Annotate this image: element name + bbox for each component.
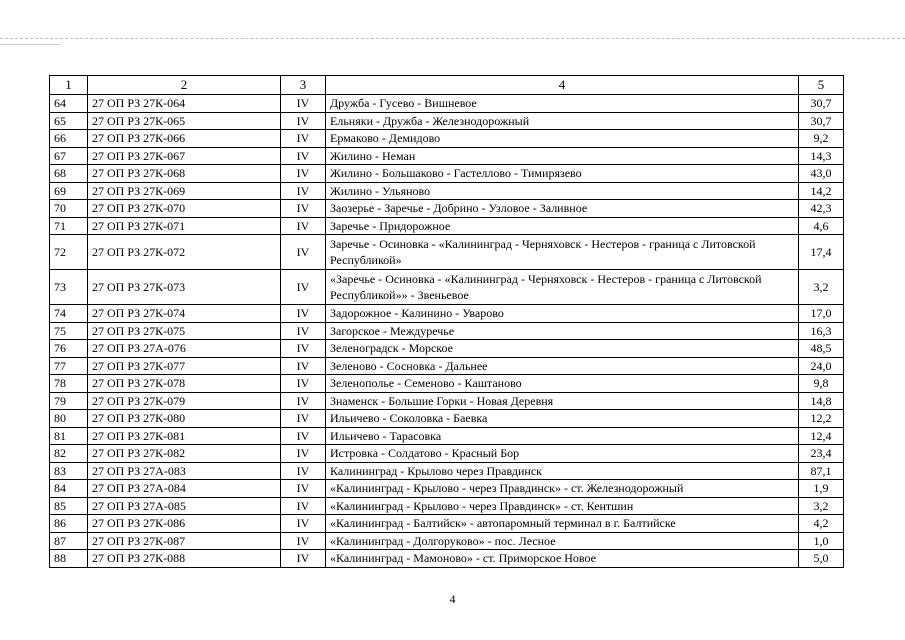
road-length: 48,5 <box>799 340 844 358</box>
row-number: 68 <box>50 165 88 183</box>
table-row <box>50 130 844 148</box>
road-name: Заречье - Придорожное <box>326 217 799 235</box>
header-col-3: 3 <box>281 76 326 95</box>
table-row <box>50 392 844 410</box>
road-name: «Калининград - Балтийск» - автопаромный терминал в г. Балтийске <box>326 515 799 533</box>
road-length: 14,3 <box>799 147 844 165</box>
row-number: 69 <box>50 182 88 200</box>
row-number: 65 <box>50 112 88 130</box>
road-name: Жилино - Большаково - Гастеллово - Тимирязево <box>326 165 799 183</box>
table-row <box>50 147 844 165</box>
header-col-1: 1 <box>50 76 88 95</box>
table-row <box>50 462 844 480</box>
road-id: 27 ОП РЗ 27К-082 <box>88 445 281 463</box>
road-name: Калининград - Крылово через Правдинск <box>326 462 799 480</box>
row-number: 64 <box>50 95 88 113</box>
road-id: 27 ОП РЗ 27К-066 <box>88 130 281 148</box>
row-number: 88 <box>50 550 88 568</box>
header-col-5: 5 <box>799 76 844 95</box>
row-number: 74 <box>50 305 88 323</box>
road-category: IV <box>281 235 326 270</box>
road-id: 27 ОП РЗ 27К-070 <box>88 200 281 218</box>
road-id: 27 ОП РЗ 27К-073 <box>88 270 281 305</box>
table-row <box>50 305 844 323</box>
road-length: 12,4 <box>799 427 844 445</box>
road-name: Загорское - Междуречье <box>326 322 799 340</box>
road-id: 27 ОП РЗ 27К-078 <box>88 375 281 393</box>
road-name: Знаменск - Большие Горки - Новая Деревня <box>326 392 799 410</box>
road-category: IV <box>281 112 326 130</box>
road-length: 14,2 <box>799 182 844 200</box>
row-number: 82 <box>50 445 88 463</box>
road-length: 4,6 <box>799 217 844 235</box>
road-name: Дружба - Гусево - Вишневое <box>326 95 799 113</box>
row-number: 77 <box>50 357 88 375</box>
road-length: 1,0 <box>799 532 844 550</box>
road-length: 17,0 <box>799 305 844 323</box>
road-name: Жилино - Неман <box>326 147 799 165</box>
table-row <box>50 480 844 498</box>
row-number: 83 <box>50 462 88 480</box>
road-id: 27 ОП РЗ 27К-067 <box>88 147 281 165</box>
road-length: 30,7 <box>799 95 844 113</box>
row-number: 78 <box>50 375 88 393</box>
road-length: 9,2 <box>799 130 844 148</box>
road-length: 9,8 <box>799 375 844 393</box>
road-name: Жилино - Ульяново <box>326 182 799 200</box>
table-row <box>50 410 844 428</box>
table-row <box>50 357 844 375</box>
road-category: IV <box>281 375 326 393</box>
table-row <box>50 550 844 568</box>
road-category: IV <box>281 147 326 165</box>
road-category: IV <box>281 322 326 340</box>
road-id: 27 ОП РЗ 27К-071 <box>88 217 281 235</box>
road-length: 23,4 <box>799 445 844 463</box>
road-length: 4,2 <box>799 515 844 533</box>
table-row <box>50 427 844 445</box>
road-id: 27 ОП РЗ 27К-088 <box>88 550 281 568</box>
table-row <box>50 95 844 113</box>
road-name: Задорожное - Калинино - Уварово <box>326 305 799 323</box>
table-header-row <box>50 76 844 95</box>
road-name: Ермаково - Демидово <box>326 130 799 148</box>
road-id: 27 ОП РЗ 27К-074 <box>88 305 281 323</box>
road-id: 27 ОП РЗ 27К-075 <box>88 322 281 340</box>
table-row <box>50 270 844 305</box>
road-id: 27 ОП РЗ 27А-085 <box>88 497 281 515</box>
road-length: 87,1 <box>799 462 844 480</box>
header-col-4: 4 <box>326 76 799 95</box>
table-row <box>50 217 844 235</box>
road-length: 3,2 <box>799 497 844 515</box>
row-number: 81 <box>50 427 88 445</box>
table-row <box>50 112 844 130</box>
table-row <box>50 322 844 340</box>
road-category: IV <box>281 270 326 305</box>
table-row <box>50 375 844 393</box>
road-id: 27 ОП РЗ 27А-076 <box>88 340 281 358</box>
road-length: 14,8 <box>799 392 844 410</box>
road-category: IV <box>281 182 326 200</box>
road-id: 27 ОП РЗ 27К-064 <box>88 95 281 113</box>
row-number: 79 <box>50 392 88 410</box>
road-name: «Калининград - Мамоново» - ст. Приморское Новое <box>326 550 799 568</box>
table-row <box>50 165 844 183</box>
road-category: IV <box>281 550 326 568</box>
row-number: 85 <box>50 497 88 515</box>
road-length: 42,3 <box>799 200 844 218</box>
road-name: Зеленово - Сосновка - Дальнее <box>326 357 799 375</box>
road-category: IV <box>281 357 326 375</box>
table-row <box>50 200 844 218</box>
table-row <box>50 340 844 358</box>
road-name: Заречье - Осиновка - «Калининград - Черняховск - Нестеров - граница с Литовской Республикой» <box>326 235 799 270</box>
scan-artifact-line <box>0 38 905 39</box>
table-row <box>50 445 844 463</box>
road-id: 27 ОП РЗ 27К-086 <box>88 515 281 533</box>
row-number: 80 <box>50 410 88 428</box>
road-length: 5,0 <box>799 550 844 568</box>
road-length: 12,2 <box>799 410 844 428</box>
table-row <box>50 235 844 270</box>
road-name: Зеленоградск - Морское <box>326 340 799 358</box>
road-category: IV <box>281 200 326 218</box>
road-category: IV <box>281 462 326 480</box>
road-name: Зеленополье - Семеново - Каштаново <box>326 375 799 393</box>
header-col-2: 2 <box>88 76 281 95</box>
road-category: IV <box>281 480 326 498</box>
road-length: 30,7 <box>799 112 844 130</box>
row-number: 66 <box>50 130 88 148</box>
road-name: «Заречье - Осиновка - «Калининград - Черняховск - Нестеров - граница с Литовской Республикой»» - Звеньевое <box>326 270 799 305</box>
row-number: 71 <box>50 217 88 235</box>
table-row <box>50 497 844 515</box>
road-category: IV <box>281 392 326 410</box>
table-row <box>50 182 844 200</box>
road-id: 27 ОП РЗ 27К-087 <box>88 532 281 550</box>
row-number: 75 <box>50 322 88 340</box>
road-category: IV <box>281 340 326 358</box>
road-length: 16,3 <box>799 322 844 340</box>
road-category: IV <box>281 217 326 235</box>
road-length: 24,0 <box>799 357 844 375</box>
road-name: Ильичево - Тарасовка <box>326 427 799 445</box>
road-name: Ильичево - Соколовка - Баевка <box>326 410 799 428</box>
scan-artifact-mark <box>0 44 60 45</box>
row-number: 70 <box>50 200 88 218</box>
row-number: 67 <box>50 147 88 165</box>
road-id: 27 ОП РЗ 27К-077 <box>88 357 281 375</box>
road-id: 27 ОП РЗ 27А-083 <box>88 462 281 480</box>
row-number: 76 <box>50 340 88 358</box>
road-name: «Калининград - Крылово - через Правдинск» - ст. Кентшин <box>326 497 799 515</box>
road-category: IV <box>281 410 326 428</box>
road-id: 27 ОП РЗ 27А-084 <box>88 480 281 498</box>
row-number: 86 <box>50 515 88 533</box>
road-id: 27 ОП РЗ 27К-065 <box>88 112 281 130</box>
row-number: 73 <box>50 270 88 305</box>
row-number: 72 <box>50 235 88 270</box>
table-body <box>50 95 844 568</box>
road-length: 3,2 <box>799 270 844 305</box>
road-category: IV <box>281 497 326 515</box>
road-name: Заозерье - Заречье - Добрино - Узловое - Заливное <box>326 200 799 218</box>
row-number: 87 <box>50 532 88 550</box>
road-id: 27 ОП РЗ 27К-069 <box>88 182 281 200</box>
road-id: 27 ОП РЗ 27К-068 <box>88 165 281 183</box>
table-row <box>50 515 844 533</box>
road-length: 17,4 <box>799 235 844 270</box>
road-category: IV <box>281 532 326 550</box>
road-category: IV <box>281 305 326 323</box>
road-name: «Калининград - Долгоруково» - пос. Лесное <box>326 532 799 550</box>
road-category: IV <box>281 427 326 445</box>
road-length: 43,0 <box>799 165 844 183</box>
row-number: 84 <box>50 480 88 498</box>
page-number: 4 <box>449 592 456 606</box>
road-category: IV <box>281 515 326 533</box>
road-name: Истровка - Солдатово - Красный Бор <box>326 445 799 463</box>
road-name: Ельняки - Дружба - Железнодорожный <box>326 112 799 130</box>
road-category: IV <box>281 130 326 148</box>
table-row <box>50 532 844 550</box>
road-category: IV <box>281 445 326 463</box>
road-category: IV <box>281 165 326 183</box>
road-category: IV <box>281 95 326 113</box>
road-id: 27 ОП РЗ 27К-072 <box>88 235 281 270</box>
road-id: 27 ОП РЗ 27К-081 <box>88 427 281 445</box>
road-name: «Калининград - Крылово - через Правдинск» - ст. Железнодорожный <box>326 480 799 498</box>
roads-table <box>49 75 844 568</box>
road-id: 27 ОП РЗ 27К-080 <box>88 410 281 428</box>
road-id: 27 ОП РЗ 27К-079 <box>88 392 281 410</box>
road-length: 1,9 <box>799 480 844 498</box>
